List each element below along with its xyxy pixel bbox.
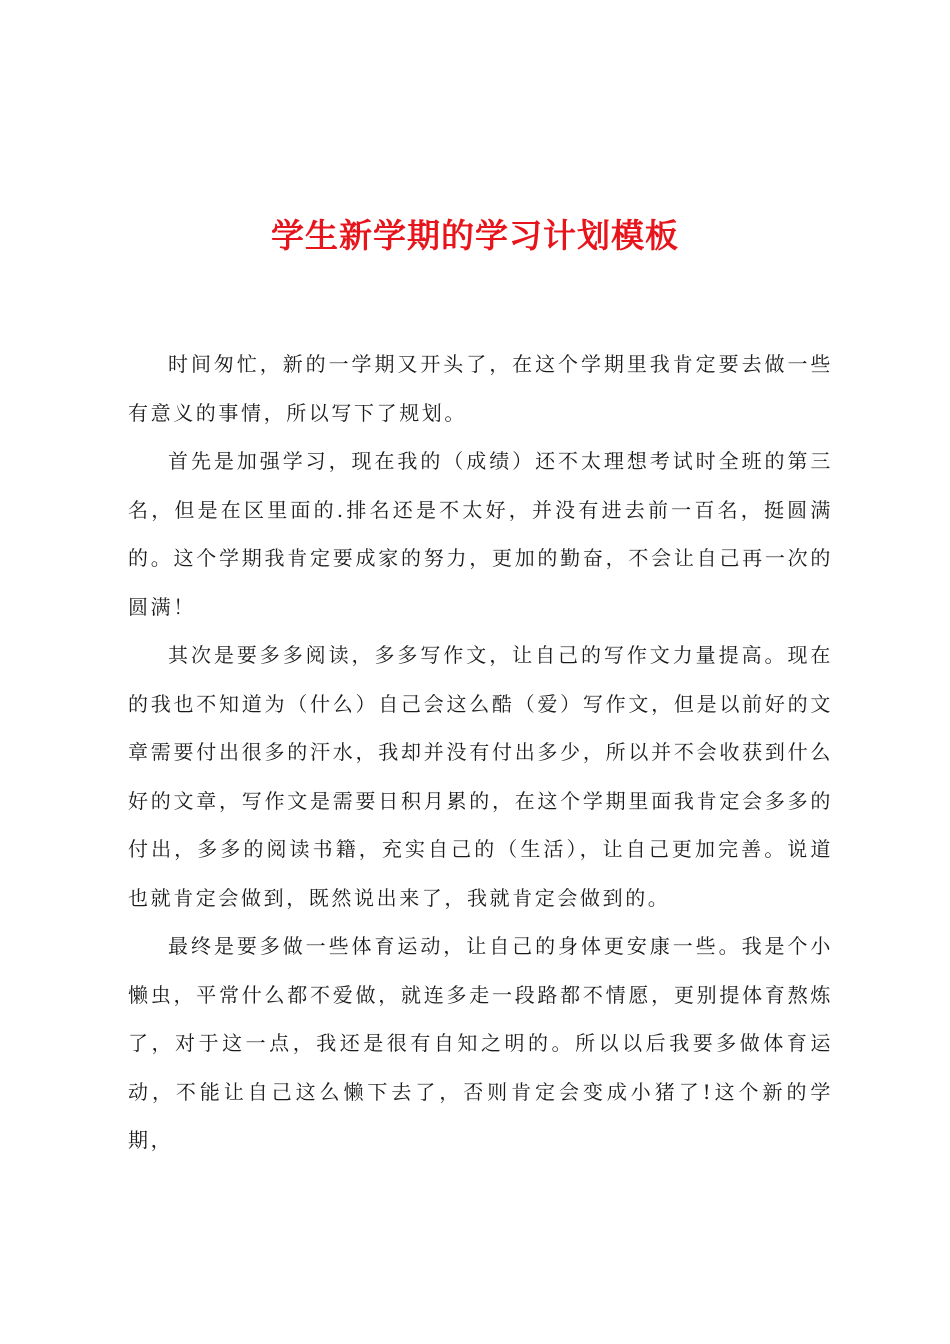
document-body [128, 340, 833, 1165]
document-title: 学生新学期的学习计划模板 [271, 216, 679, 255]
paragraph-intro: 时间匆忙，新的一学期又开头了，在这个学期里我肯定要去做一些有意义的事情，所以写下了规划。 [128, 352, 833, 425]
paragraph-study: 首先是加强学习，现在我的（成绩）还不太理想考试时全班的第三名，但是在区里面的.排名还是不太好，并没有进去前一百名，挺圆满的。这个学期我肯定要成家的努力，更加的勤奋，不会让自己再一次的圆满！ [128, 449, 833, 619]
paragraph-exercise: 最终是要多做一些体育运动，让自己的身体更安康一些。我是个小懒虫，平常什么都不爱做，就连多走一段路都不情愿，更别提体育熬炼了，对于这一点，我还是很有自知之明的。所以以后我要多做体育运动，不能让自己这么懒下去了，否则肯定会变成小猪了!这个新的学期， [128, 934, 833, 1152]
paragraph-reading-writing: 其次是要多多阅读，多多写作文，让自己的写作文力量提高。现在的我也不知道为（什么）自己会这么酷（爱）写作文，但是以前好的文章需要付出很多的汗水，我却并没有付出多少，所以并不会收获到什么好的文章，写作文是需要日积月累的，在这个学期里面我肯定会多多的付出，多多的阅读书籍，充实自己的（生活），让自己更加完善。说道也就肯定会做到，既然说出来了，我就肯定会做到的。 [128, 643, 833, 910]
